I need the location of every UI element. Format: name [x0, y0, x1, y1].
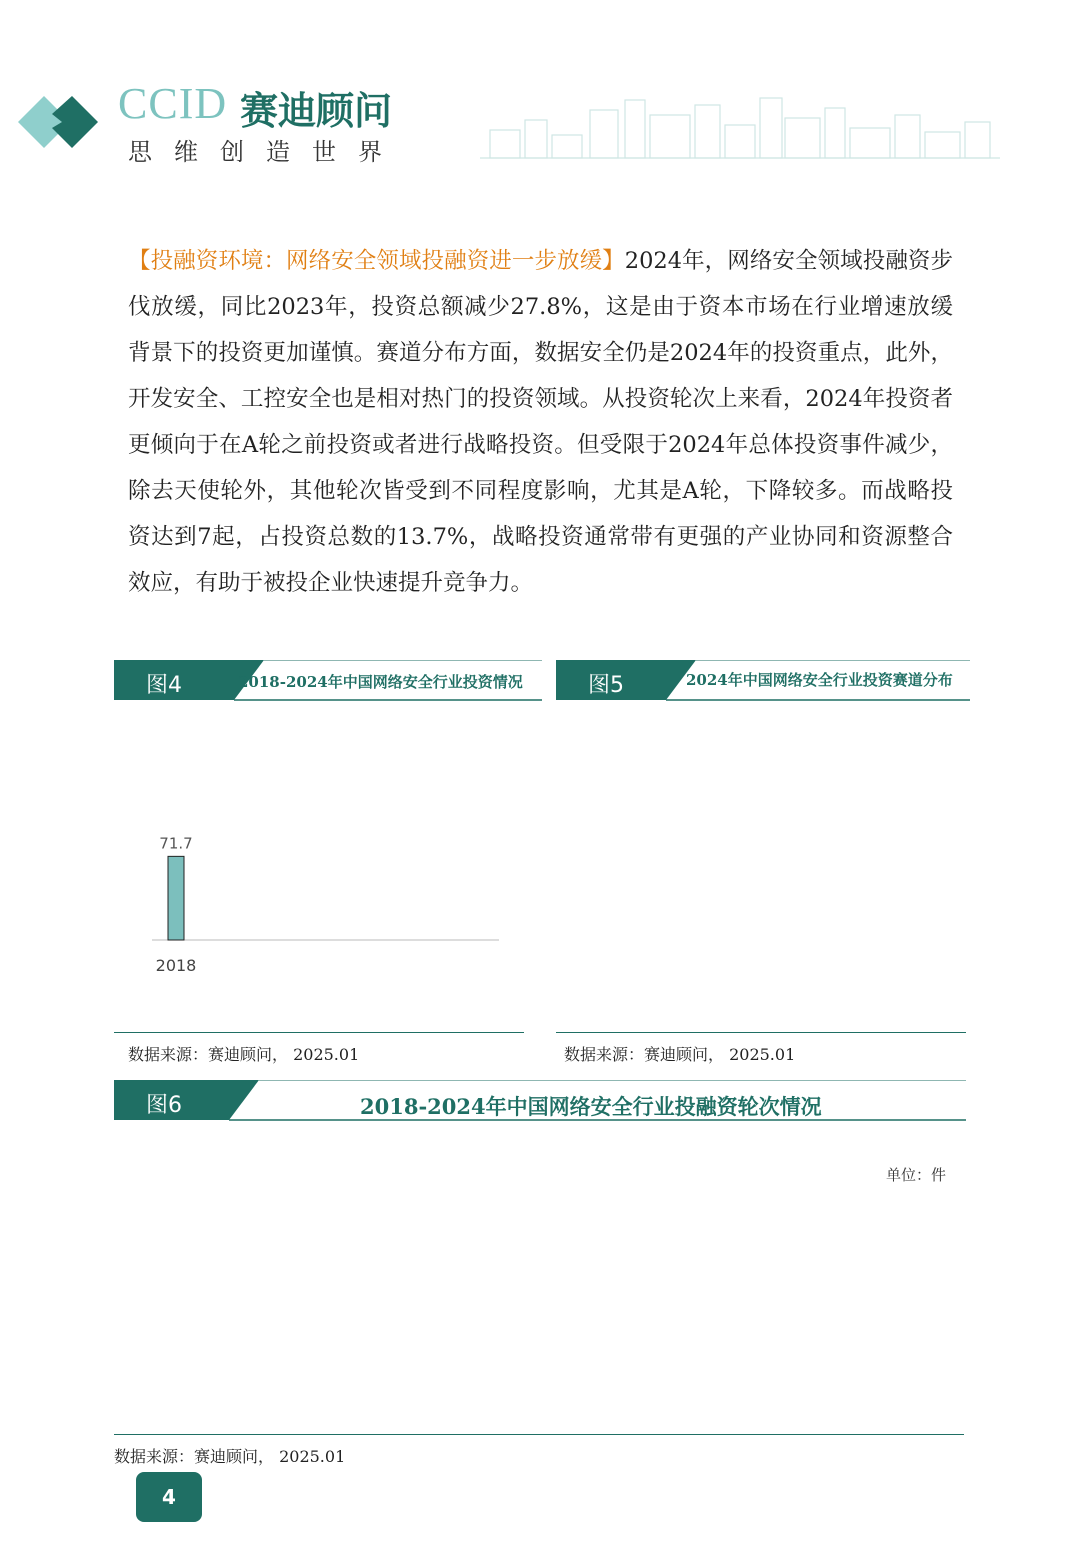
fig4-title: 2018-2024年中国网络安全行业投资情况 — [238, 673, 523, 691]
fig4-bar-label-2018: 71.7 — [159, 834, 193, 853]
fig6-source: 数据来源：赛迪顾问， 2025.01 — [114, 1447, 346, 1466]
fig5-divider — [556, 1032, 966, 1033]
intro-body: 2024年，网络安全领域投融资步伐放缓，同比2023年，投资总额减少27.8%，这是由于资本市场在行业增速放缓背景下的投资更加谨慎。赛道分布方面，数据安全仍是2024年的投资重点，此外，开发安全、工控安全也是相对热门的投资领域。从投资轮次上来看，2024年投资者更倾向于在A轮之前投资或者进行战略投资。但受限于2024年总体投资事件减少，除去天使轮外，其他轮次皆受到不同程度影响，尤其是A轮，下降较多。而战略投资达到7起，占投资总数的13.7%，战略投资通常带有更强的产业协同和资源整合效应，有助于被投企业快速提升竞争力。 — [128, 248, 953, 596]
fig5-source: 数据来源：赛迪顾问， 2025.01 — [564, 1045, 796, 1064]
fig6-chart — [114, 1140, 966, 1430]
logo-diamond-icon — [14, 92, 100, 154]
fig4-divider — [114, 1032, 524, 1033]
brand-logo-cn: 赛迪顾问 — [240, 88, 393, 133]
fig4-bar-2018 — [168, 856, 184, 940]
fig4-source: 数据来源：赛迪顾问， 2025.01 — [128, 1045, 360, 1064]
fig5-chart — [556, 705, 970, 1025]
fig4-label: 图4 — [146, 673, 182, 698]
brand-logo-en: CCID — [118, 79, 228, 128]
fig4-xtick-2018: 2018 — [155, 956, 197, 975]
fig5-label: 图5 — [588, 673, 624, 698]
fig6-title: 2018-2024年中国网络安全行业投融资轮次情况 — [360, 1094, 822, 1119]
fig5-title: 2024年中国网络安全行业投资赛道分布 — [686, 671, 953, 689]
brand-slogan: 思维创造世界 — [128, 138, 404, 166]
intro-paragraph — [128, 238, 953, 606]
skyline-decoration — [480, 80, 1000, 160]
intro-highlight: 【投融资环境：网络安全领域投融资进一步放缓】 — [128, 248, 625, 274]
page-number: 4 — [136, 1472, 202, 1522]
fig4-chart — [114, 700, 534, 1020]
fig6-unit: 单位：件 — [886, 1166, 947, 1184]
fig6-label: 图6 — [146, 1093, 182, 1118]
fig6-divider — [114, 1434, 964, 1435]
